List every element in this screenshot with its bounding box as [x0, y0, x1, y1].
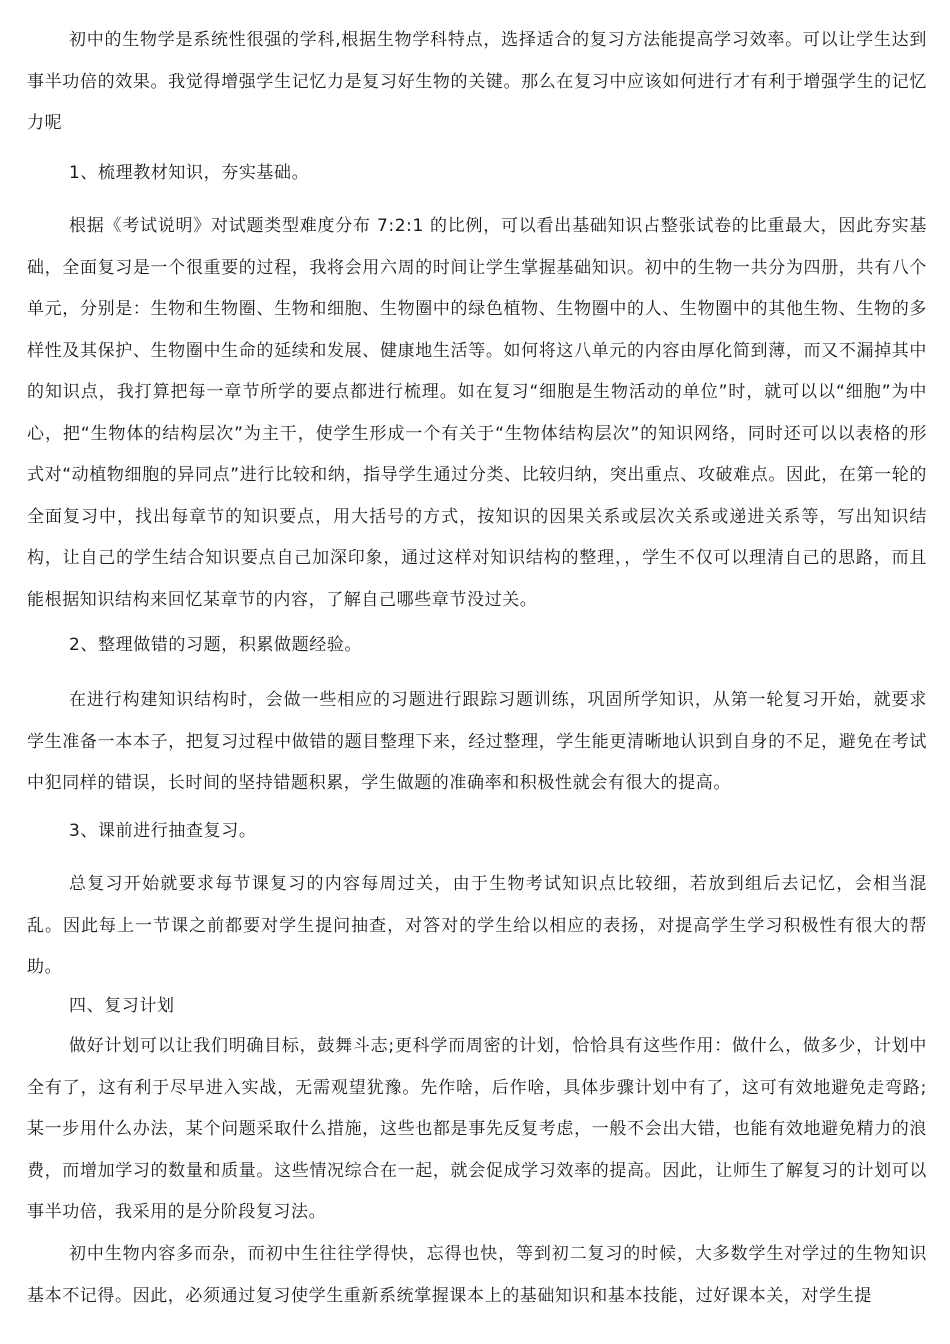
section-2-heading: 2、整理做错的习题，积累做题经验。 [69, 635, 363, 655]
section-3-paragraph: 总复习开始就要求每节课复习的内容每周过关，由于生物考试知识点比较细，若放到组后去记忆，会相当混乱。因此每上一节课之前都要对学生提问抽查，对答对的学生给以相应的表扬，对提高学生学习积极性有很大的帮助。 [27, 874, 927, 977]
section-3-heading: 3、课前进行抽查复习。 [69, 821, 257, 841]
section-1-heading: 1、梳理教材知识，夯实基础。 [69, 163, 310, 183]
section-4-paragraph-2: 初中生物内容多而杂，而初中生往往学得快，忘得也快，等到初二复习的时候，大多数学生对学过的生物知识基本不记得。因此，必须通过复习使学生重新系统掌握课本上的基础知识和基本技能，过好课本关，对学生提 [27, 1244, 927, 1306]
intro-paragraph: 初中的生物学是系统性很强的学科,根据生物学科特点，选择适合的复习方法能提高学习效率。可以让学生达到事半功倍的效果。我觉得增强学生记忆力是复习好生物的关键。那么在复习中应该如何进行才有利于增强学生的记忆力呢 [27, 30, 927, 133]
section-4-paragraph-1: 做好计划可以让我们明确目标，鼓舞斗志;更科学而周密的计划，恰恰具有这些作用：做什么，做多少，计划中全有了，这有利于尽早进入实战，无需观望犹豫。先作啥，后作啥，具体步骤计划中有了，这可有效地避免走弯路;某一步用什么办法，某个问题采取什么措施，这些也都是事先反复考虑，一般不会出大错，也能有效地避免精力的浪费，而增加学习的数量和质量。这些情况综合在一起，就会促成学习效率的提高。因此，让师生了解复习的计划可以事半功倍，我采用的是分阶段复习法。 [27, 1036, 927, 1222]
section-2-paragraph: 在进行构建知识结构时，会做一些相应的习题进行跟踪习题训练，巩固所学知识，从第一轮复习开始，就要求学生准备一本本子，把复习过程中做错的题目整理下来，经过整理，学生能更清晰地认识到自身的不足，避免在考试中犯同样的错误，长时间的坚持错题积累，学生做题的准确率和积极性就会有很大的提高。 [27, 690, 927, 793]
section-4-heading: 四、复习计划 [69, 996, 175, 1016]
section-1-paragraph: 根据《考试说明》对试题类型难度分布 7:2:1 的比例，可以看出基础知识占整张试卷的比重最大，因此夯实基础，全面复习是一个很重要的过程，我将会用六周的时间让学生掌握基础知识。初中的生物一共分为四册，共有八个单元，分别是：生物和生物圈、生物和细胞、生物圈中的绿色植物、生物圈中的人、生物圈中的其他生物、生物的多样性及其保护、生物圈中生命的延续和发展、健康地生活等。如何将这八单元的内容由厚化简到薄，而又不漏掉其中的知识点，我打算把每一章节所学的要点都进行梳理。如在复习“细胞是生物活动的单位”时，就可以以“细胞”为中心，把“生物体的结构层次”为主干，使学生形成一个有关于“生物体结构层次”的知识网络，同时还可以以表格的形式对“动植物细胞的异同点”进行比较和纳，指导学生通过分类、比较归纳，突出重点、攻破难点。因此，在第一轮的全面复习中，找出每章节的知识要点，用大括号的方式，按知识的因果关系或层次关系或递进关系等，写出知识结构，让自己的学生结合知识要点自己加深印象，通过这样对知识结构的整理，，学生不仅可以理清自己的思路，而且能根据知识结构来回忆某章节的内容，了解自己哪些章节没过关。 [27, 216, 927, 610]
